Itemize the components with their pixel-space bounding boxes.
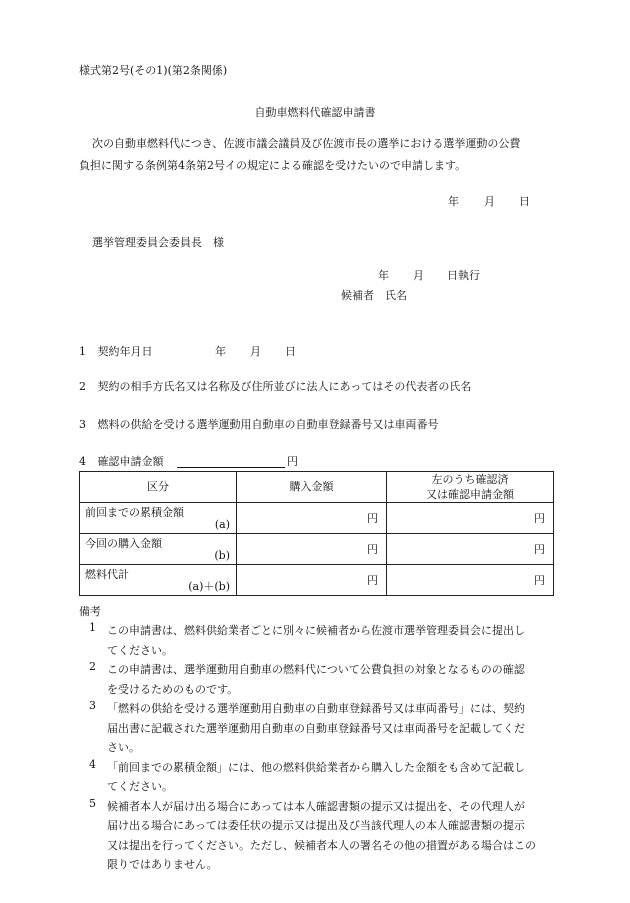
election-date-month: 月	[413, 269, 424, 282]
remark-item	[79, 797, 559, 875]
row-label-cell	[80, 565, 237, 596]
application-date-day: 日	[519, 195, 530, 208]
remark-number: 4	[89, 757, 96, 771]
row-label-cell	[80, 534, 237, 565]
remark-line: を受けるためのものです。	[107, 682, 239, 696]
document-title: 自動車燃料代確認申請書	[254, 106, 376, 119]
remark-line: この申請書は、燃料供給業者ごとに別々に候補者から佐渡市選挙管理委員会に提出し	[107, 624, 525, 637]
remark-number: 5	[89, 796, 96, 810]
purchase-amount-cell[interactable]	[237, 534, 387, 565]
remark-item	[79, 660, 559, 699]
addressee: 選挙管理委員会委員長 様	[92, 236, 224, 249]
remark-number: 1	[89, 621, 96, 634]
yen-unit: 円	[534, 543, 545, 556]
amount-unit: 円	[287, 455, 298, 468]
remark-line: この申請書は、選挙運動用自動車の燃料代について公費負担の対象となるものの確認	[107, 663, 525, 676]
item-4	[79, 455, 298, 468]
application-date-year: 年	[448, 195, 459, 208]
contract-date-year: 年	[215, 345, 226, 358]
confirmed-amount-cell[interactable]	[387, 503, 554, 534]
header-confirmed-line: 又は確認申請金額	[426, 488, 514, 501]
confirmed-amount-cell[interactable]	[387, 565, 554, 596]
remark-item	[79, 758, 559, 797]
remark-line: 届出書に記載された選挙運動用自動車の自動車登録番号又は車両番号を記載してくだ	[107, 721, 525, 735]
remarks-section	[79, 603, 559, 875]
table-row	[80, 565, 554, 596]
remark-line: 「前回までの累積金額」には、他の燃料供給業者から購入した金額をも含めて記載し	[107, 760, 525, 774]
header-category: 区分	[80, 472, 237, 503]
remark-item	[79, 699, 559, 758]
contract-date-day: 日	[285, 345, 296, 358]
remark-line: 限りではありません。	[107, 858, 218, 871]
election-date-day-exec: 日執行	[447, 269, 480, 282]
header-purchase-amount: 購入金額	[237, 472, 387, 503]
item-number: 1	[79, 345, 86, 358]
remark-line: てください。	[107, 643, 173, 657]
candidate-name-label: 候補者 氏名	[341, 289, 407, 302]
row-sublabel: (a)	[214, 517, 230, 531]
table-header-row	[80, 472, 554, 503]
amount-underline[interactable]	[177, 455, 285, 468]
intro-paragraph	[79, 133, 553, 177]
election-date-year: 年	[378, 269, 389, 282]
remark-line: さい。	[107, 741, 140, 754]
yen-unit: 円	[534, 512, 545, 525]
item-label: 確認申請金額	[97, 455, 164, 468]
item-number: 2	[79, 380, 86, 393]
yen-unit: 円	[367, 512, 378, 525]
remark-line: てください。	[107, 780, 173, 793]
remarks-heading: 備考	[79, 605, 101, 618]
confirmed-amount-cell[interactable]	[387, 534, 554, 565]
item-3	[79, 418, 439, 431]
item-number: 4	[79, 455, 86, 468]
header-confirmed-amount	[387, 472, 554, 503]
item-label: 契約の相手方氏名又は名称及び住所並びに法人にあってはその代表者の氏名	[97, 380, 472, 393]
row-label: 燃料代計	[85, 568, 129, 581]
row-label: 前回までの累積金額	[85, 506, 184, 519]
form-number: 様式第2号(その1)(第2条関係)	[79, 64, 228, 77]
row-label: 今回の購入金額	[85, 537, 162, 550]
application-date-month: 月	[484, 195, 495, 208]
item-1	[79, 345, 153, 358]
yen-unit: 円	[367, 543, 378, 556]
row-sublabel: (a)＋(b)	[188, 579, 230, 593]
intro-line: 次の自動車燃料代につき、佐渡市議会議員及び佐渡市長の選挙における選挙運動の公費	[92, 137, 521, 150]
remark-number: 2	[89, 660, 96, 673]
remark-line: 届け出る場合にあっては委任状の提示又は提出及び当該代理人の本人確認書類の提示	[107, 819, 525, 832]
header-confirmed-line: 左のうち確認済	[431, 473, 509, 486]
item-label: 燃料の供給を受ける選挙運動用自動車の自動車登録番号又は車両番号	[97, 418, 439, 431]
purchase-amount-cell[interactable]	[237, 565, 387, 596]
amount-table	[79, 471, 554, 596]
row-sublabel: (b)	[214, 548, 230, 562]
contract-date-month: 月	[250, 345, 261, 358]
remark-number: 3	[89, 699, 96, 712]
intro-line: 負担に関する条例第4条第2号イの規定による確認を受けたいので申請します。	[79, 159, 467, 172]
yen-unit: 円	[367, 574, 378, 587]
item-2	[79, 380, 471, 393]
row-label-cell	[80, 503, 237, 534]
remark-line: 又は提出を行ってください。ただし、候補者本人の署名その他の措置がある場合はこの	[107, 838, 536, 852]
item-label: 契約年月日	[97, 345, 153, 358]
remark-item	[79, 621, 559, 660]
yen-unit: 円	[534, 574, 545, 587]
item-number: 3	[79, 418, 86, 431]
purchase-amount-cell[interactable]	[237, 503, 387, 534]
table-row	[80, 534, 554, 565]
table-row	[80, 503, 554, 534]
remark-line: 「燃料の供給を受ける選挙運動用自動車の自動車登録番号又は車両番号」には、契約	[107, 702, 525, 715]
remark-line: 候補者本人が届け出る場合にあっては本人確認書類の提示又は提出を、その代理人が	[107, 799, 525, 813]
